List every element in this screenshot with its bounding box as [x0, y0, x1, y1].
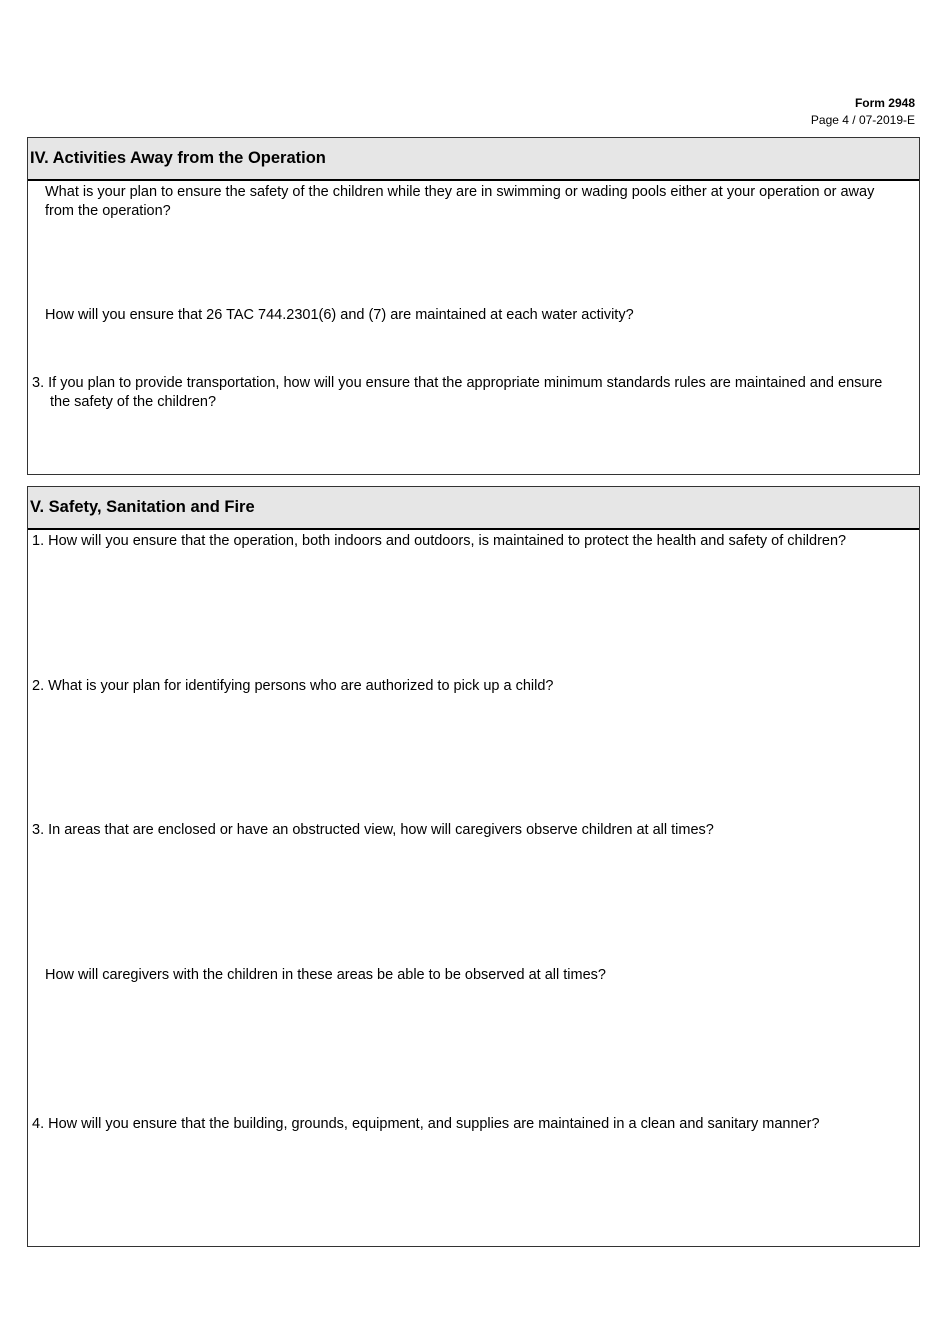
- question-obstructed-view: 3. In areas that are enclosed or have an obstructed view, how will caregivers observe children at all times?: [32, 822, 714, 838]
- question-maintenance: 1. How will you ensure that the operation, both indoors and outdoors, is maintained to protect the health and safety of children?: [32, 533, 847, 549]
- answer-area-pickup-authorization[interactable]: [28, 698, 919, 818]
- question-clean-sanitary: 4. How will you ensure that the building, grounds, equipment, and supplies are maintained in a clean and sanitary manner?: [32, 1116, 820, 1132]
- section-title: IV. Activities Away from the Operation: [28, 138, 919, 181]
- answer-area-pool-safety[interactable]: [28, 222, 919, 302]
- section-title: V. Safety, Sanitation and Fire: [28, 487, 919, 530]
- section-safety-sanitation: [27, 486, 920, 1247]
- answer-area-maintenance[interactable]: [28, 553, 919, 673]
- answer-area-water-activity[interactable]: [28, 326, 919, 372]
- answer-area-transportation[interactable]: [28, 413, 919, 473]
- question-water-activity: How will you ensure that 26 TAC 744.2301(6) and (7) are maintained at each water activity?: [45, 307, 634, 323]
- form-header: [811, 95, 915, 129]
- question-pool-safety: What is your plan to ensure the safety of the children while they are in swimming or wading pools either at your operation or away from the operation?: [45, 184, 875, 219]
- answer-area-caregiver-observation[interactable]: [28, 987, 919, 1112]
- page-info: Page 4 / 07-2019-E: [810, 113, 915, 127]
- question-pickup-authorization: 2. What is your plan for identifying persons who are authorized to pick up a child?: [32, 678, 554, 694]
- question-caregiver-observation: How will caregivers with the children in these areas be able to be observed at all times?: [45, 967, 606, 983]
- question-transportation: 3. If you plan to provide transportation, how will you ensure that the appropriate minimum standards rules are maintained and ensure the safety of the children?: [32, 375, 883, 410]
- answer-area-clean-sanitary[interactable]: [28, 1136, 919, 1244]
- form-number: Form 2948: [854, 96, 915, 110]
- answer-area-obstructed-view[interactable]: [28, 842, 919, 962]
- section-activities-away: [27, 137, 920, 475]
